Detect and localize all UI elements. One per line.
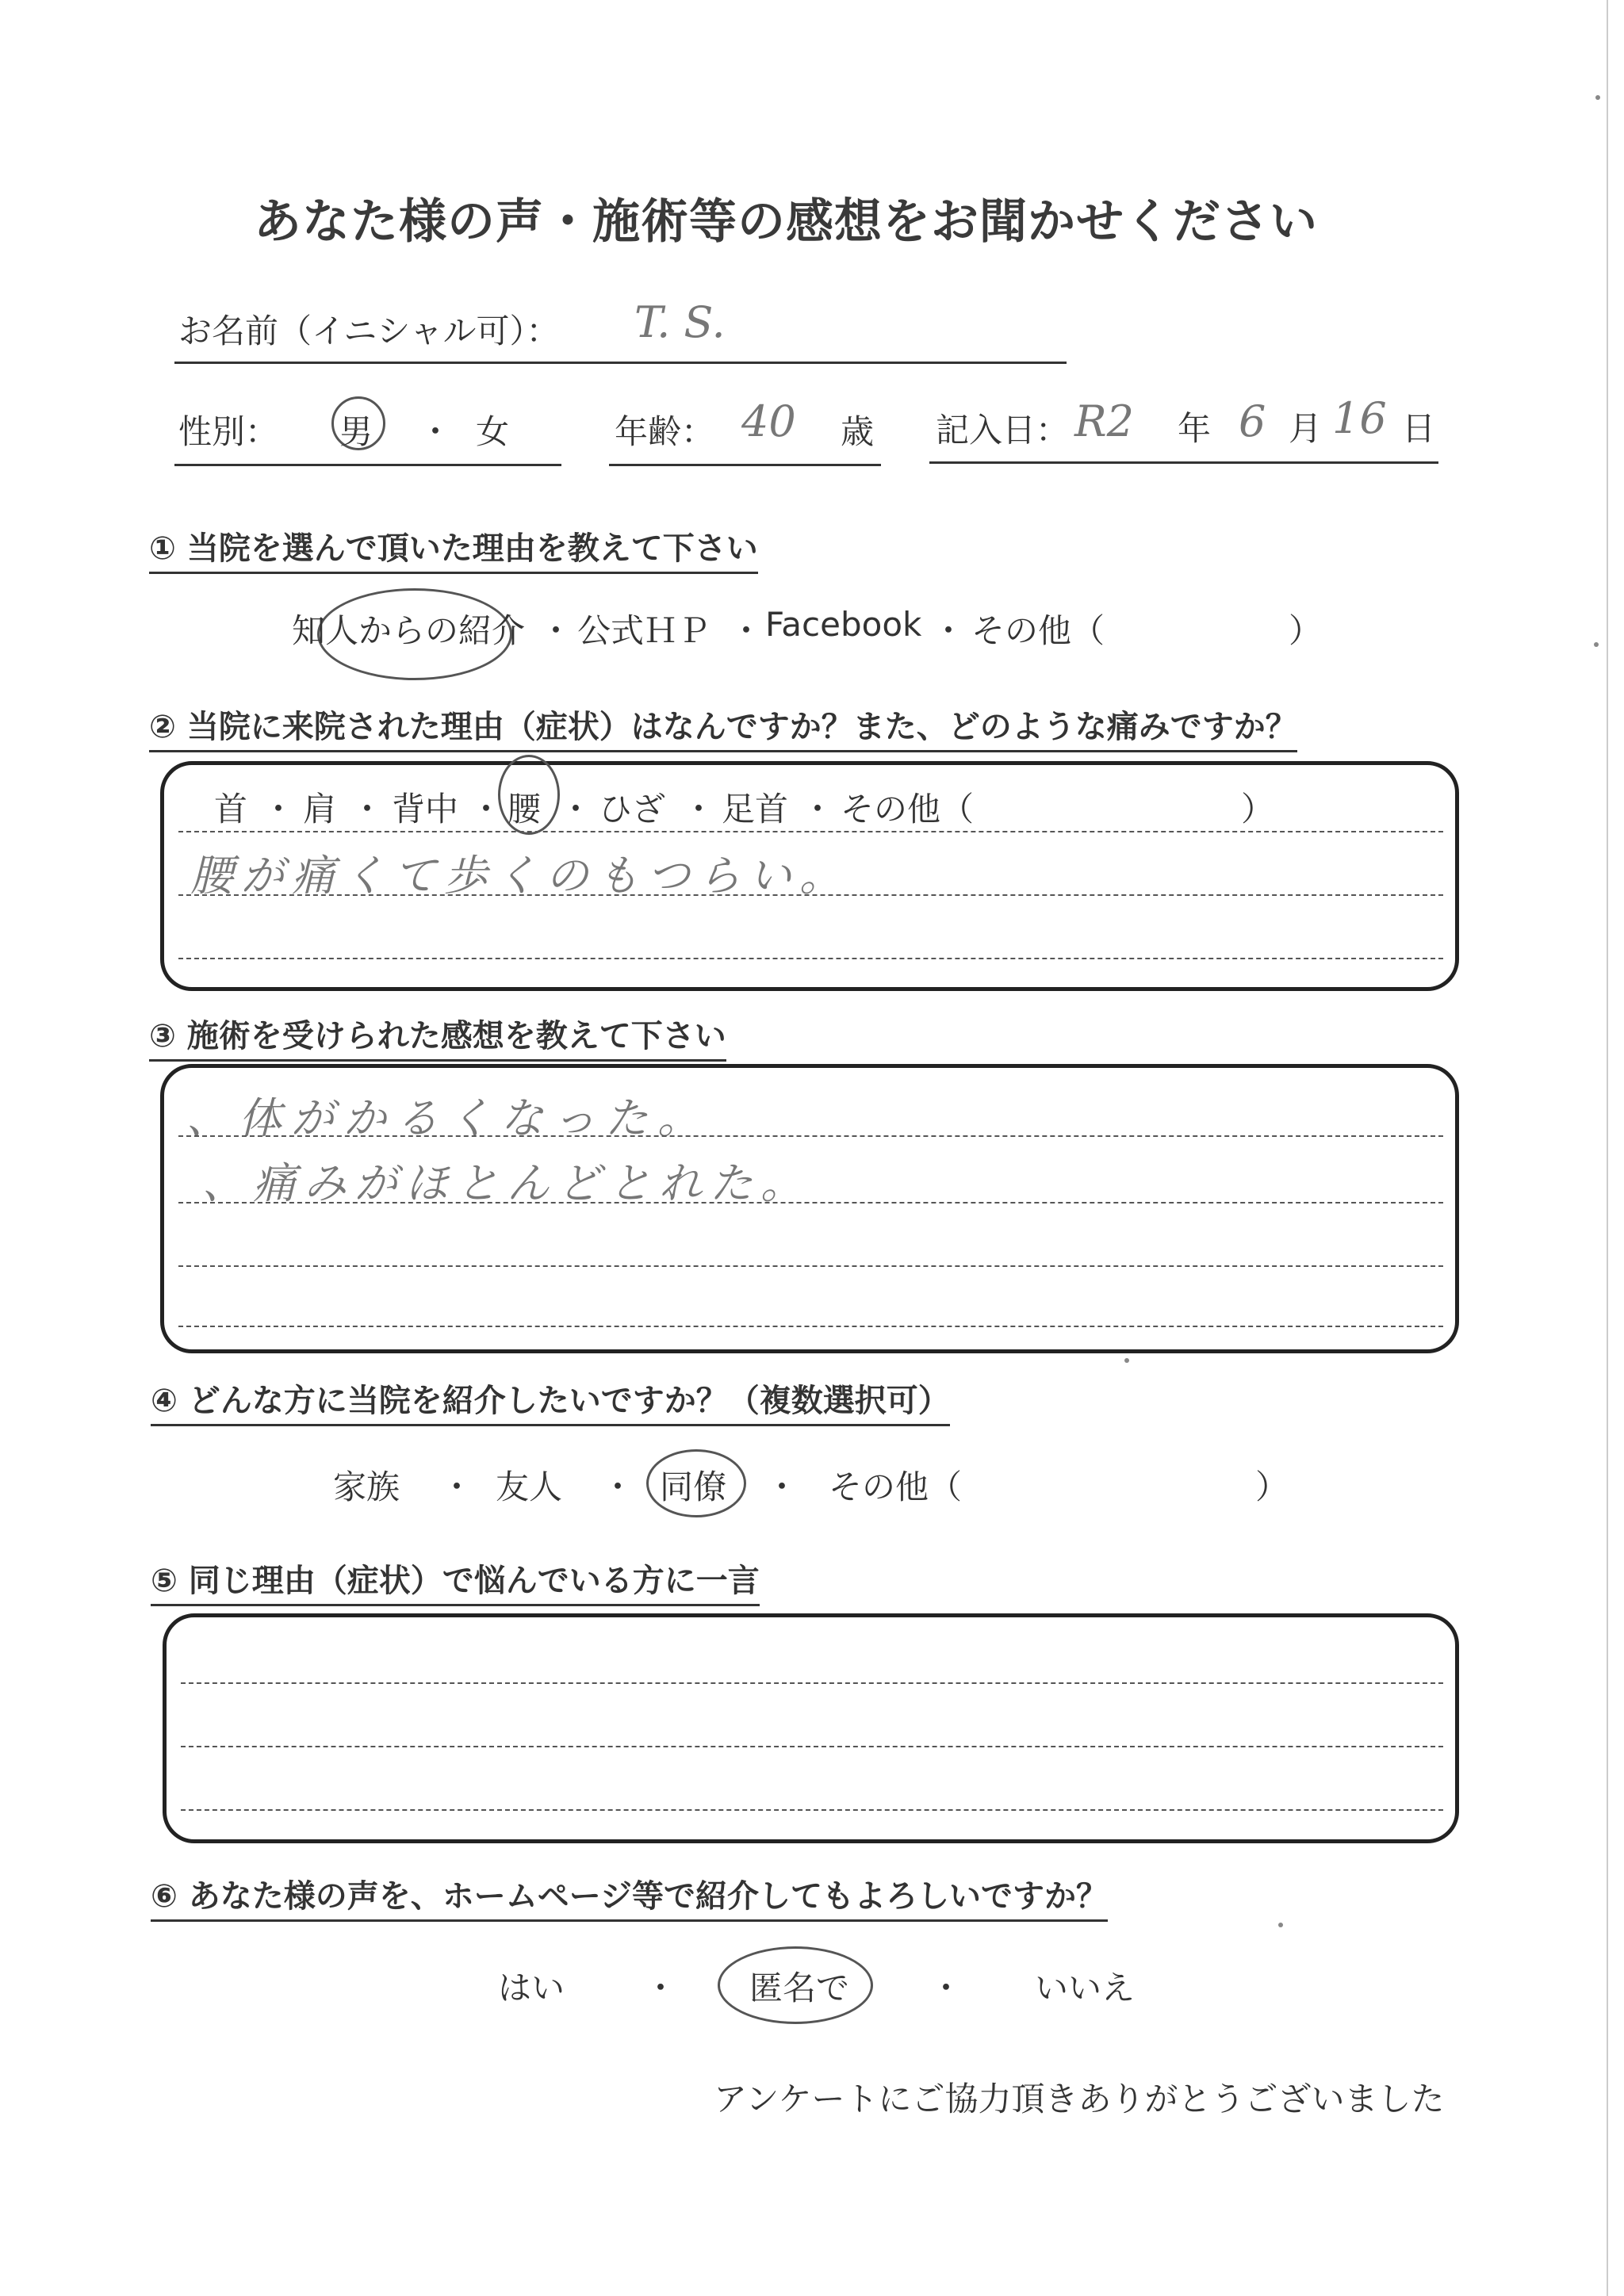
- q3-heading: ③ 施術を受けられた感想を教えて下さい: [149, 1011, 726, 1062]
- page-edge: [1607, 0, 1608, 2296]
- q2-sep-4: ・: [559, 790, 593, 828]
- q1-sep-2: ・: [730, 611, 764, 650]
- q4-option-coworker[interactable]: 同僚: [660, 1468, 727, 1506]
- q2-option-lower-back[interactable]: 腰: [508, 790, 542, 828]
- q2-option-neck[interactable]: 首: [214, 790, 248, 828]
- q3-dashed-line-2: [178, 1202, 1443, 1203]
- q2-option-back[interactable]: 背中: [392, 790, 459, 828]
- scan-speck: [1278, 1923, 1283, 1927]
- q1-sep-3: ・: [932, 611, 966, 650]
- q1-sep-1: ・: [539, 611, 573, 650]
- scan-speck: [1594, 642, 1599, 647]
- q4-sep-1: ・: [440, 1468, 474, 1506]
- q2-option-knee[interactable]: ひざ: [599, 790, 666, 828]
- q6-option-anonymous[interactable]: 匿名で: [749, 1969, 850, 2007]
- q2-sep-3: ・: [469, 790, 504, 828]
- q2-option-ankle[interactable]: 足首: [722, 790, 789, 828]
- age-underline: [609, 464, 881, 466]
- q3-answer-line-1: 、体がかるくなった。: [186, 1093, 710, 1143]
- date-year-unit: 年: [1178, 409, 1212, 448]
- q5-dashed-line-1: [181, 1682, 1443, 1684]
- q2-dashed-line-3: [178, 958, 1443, 959]
- q3-dashed-line-1: [178, 1135, 1443, 1137]
- gender-male[interactable]: 男: [339, 412, 373, 451]
- q6-option-yes[interactable]: はい: [498, 1969, 565, 2007]
- q6-sep-1: ・: [644, 1969, 678, 2007]
- date-era: R2: [1074, 396, 1135, 446]
- q2-heading: ② 当院に来院された理由（症状）はなんですか？また、どのような痛みですか？: [149, 702, 1297, 752]
- gender-label: 性別：: [178, 412, 279, 451]
- q1-option-acquaintance[interactable]: 知人からの紹介: [292, 611, 526, 650]
- q2-dashed-line-1: [178, 831, 1443, 832]
- q3-dashed-line-4: [178, 1326, 1443, 1327]
- q2-sep-6: ・: [801, 790, 835, 828]
- page-title: あなた様の声・施術等の感想をお聞かせください: [254, 194, 1318, 250]
- q4-sep-2: ・: [601, 1468, 635, 1506]
- q2-sep-5: ・: [682, 790, 716, 828]
- q2-sep-1: ・: [262, 790, 296, 828]
- q4-other-close: ）: [1255, 1468, 1289, 1506]
- q2-option-shoulder[interactable]: 肩: [303, 790, 337, 828]
- q1-option-other[interactable]: その他（: [971, 611, 1105, 650]
- q4-sep-3: ・: [765, 1468, 799, 1506]
- scan-speck: [1124, 1358, 1129, 1363]
- q4-option-other[interactable]: その他（: [829, 1468, 963, 1506]
- q6-heading: ⑥ あなた様の声を、ホームページ等で紹介してもよろしいですか？: [151, 1871, 1108, 1922]
- q3-dashed-line-3: [178, 1265, 1443, 1267]
- gender-separator: ・: [419, 412, 453, 451]
- q4-option-family[interactable]: 家族: [333, 1468, 400, 1506]
- q2-answer-text: 腰が痛くて歩くのもつらい。: [190, 851, 850, 901]
- scan-speck: [1595, 95, 1600, 100]
- date-underline: [929, 461, 1438, 464]
- date-day: 16: [1332, 393, 1387, 443]
- date-month: 6: [1239, 396, 1266, 446]
- q1-option-facebook[interactable]: Facebook: [765, 605, 922, 644]
- q2-dashed-line-2: [178, 894, 1443, 896]
- q5-dashed-line-3: [181, 1809, 1443, 1811]
- q2-option-other[interactable]: その他（: [841, 790, 975, 828]
- q1-other-close: ）: [1289, 611, 1323, 650]
- gender-female[interactable]: 女: [476, 412, 510, 451]
- name-label: お名前（イニシャル可）：: [178, 312, 560, 350]
- q2-other-close: ）: [1241, 790, 1275, 828]
- q6-sep-2: ・: [929, 1969, 963, 2007]
- q4-heading: ④ どんな方に当院を紹介したいですか？（複数選択可）: [151, 1376, 950, 1426]
- date-day-unit: 日: [1402, 409, 1436, 448]
- date-label: 記入日：: [936, 411, 1070, 450]
- q6-option-no[interactable]: いいえ: [1035, 1969, 1136, 2007]
- name-underline: [174, 362, 1067, 364]
- q2-sep-2: ・: [350, 790, 385, 828]
- name-value: T. S.: [634, 297, 726, 347]
- q5-dashed-line-2: [181, 1746, 1443, 1747]
- age-value: 40: [741, 396, 796, 446]
- q5-heading: ⑤ 同じ理由（症状）で悩んでいる方に一言: [151, 1556, 760, 1606]
- gender-underline: [174, 464, 561, 466]
- date-month-unit: 月: [1289, 409, 1323, 448]
- q3-answer-line-2: 、痛みがほとんどとれた。: [202, 1158, 811, 1208]
- thanks-message: アンケートにご協力頂きありがとうございました: [714, 2080, 1445, 2118]
- q4-option-friend[interactable]: 友人: [496, 1468, 563, 1506]
- age-label: 年齢：: [615, 412, 715, 451]
- age-unit: 歳: [841, 412, 875, 451]
- q1-heading: ① 当院を選んで頂いた理由を教えて下さい: [149, 523, 758, 574]
- q1-option-website[interactable]: 公式ＨＰ: [577, 611, 711, 650]
